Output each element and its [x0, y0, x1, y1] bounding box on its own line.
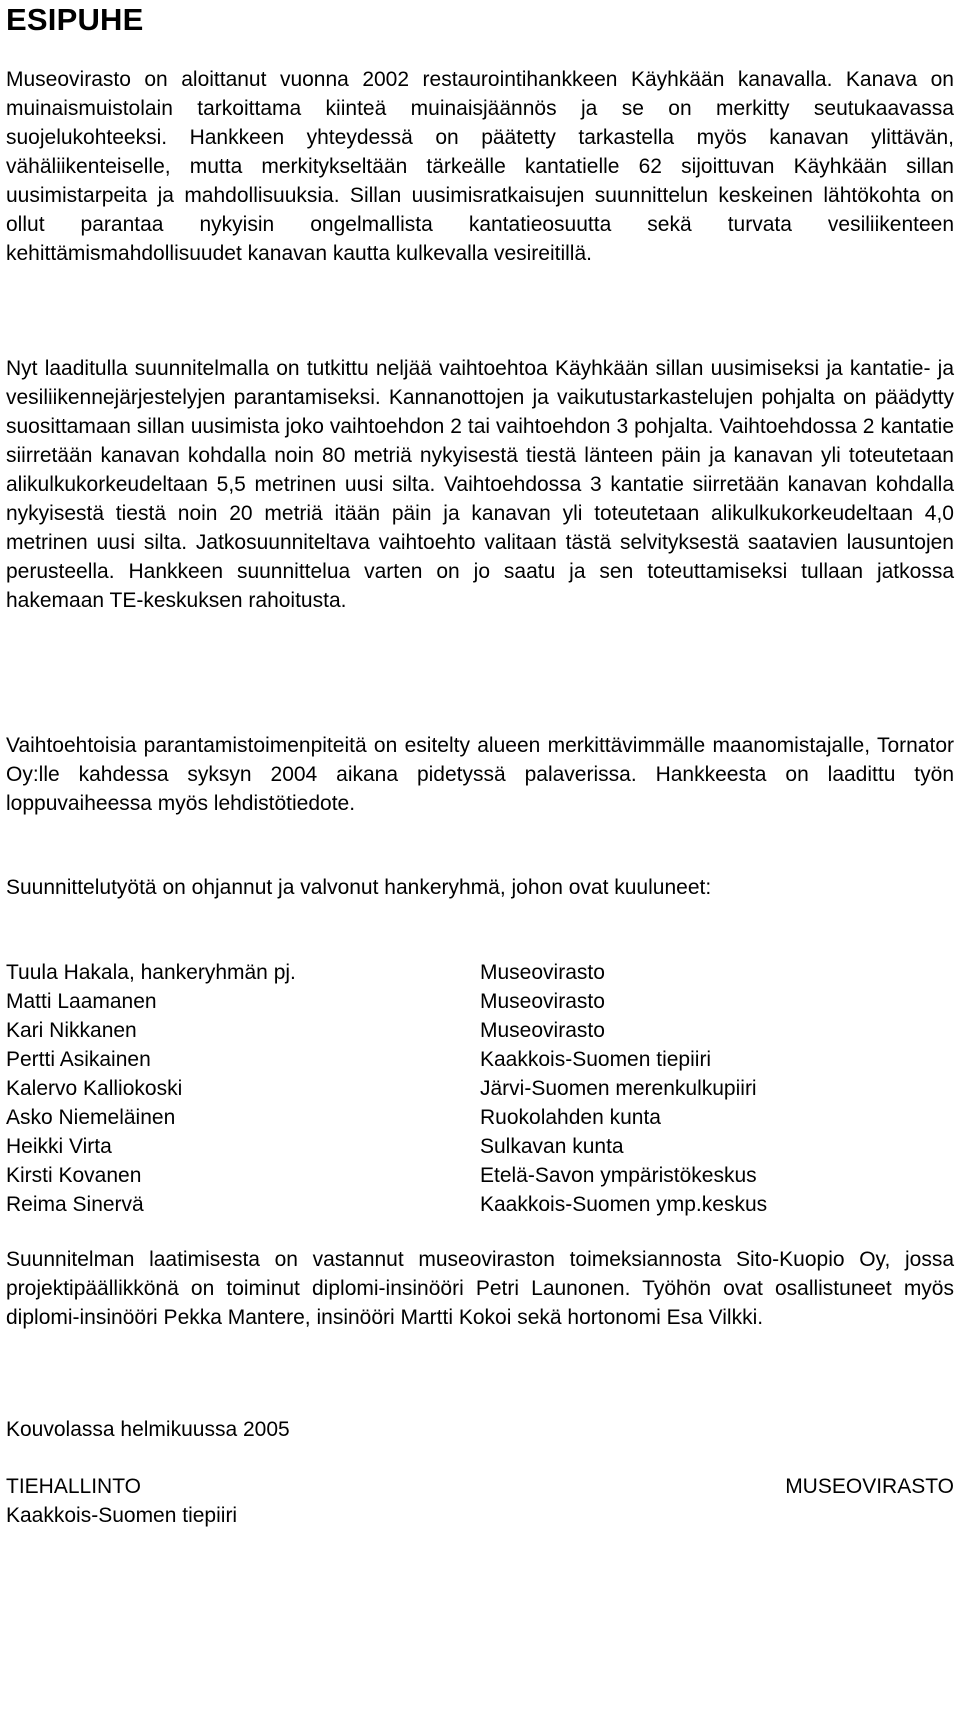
- member-name: Kalervo Kalliokoski: [6, 1077, 183, 1100]
- member-name: Kirsti Kovanen: [6, 1164, 142, 1187]
- member-organization: Kaakkois-Suomen ymp.keskus: [480, 1193, 768, 1216]
- member-organization: Ruokolahden kunta: [480, 1106, 661, 1129]
- page-title: ESIPUHE: [6, 2, 144, 37]
- list-item: [6, 1016, 954, 1045]
- list-item: [6, 958, 954, 987]
- member-name: Pertti Asikainen: [6, 1048, 151, 1071]
- member-organization: Sulkavan kunta: [480, 1135, 624, 1158]
- member-name: Matti Laamanen: [6, 990, 157, 1013]
- list-item: [6, 1074, 954, 1103]
- paragraph-intro: Museovirasto on aloittanut vuonna 2002 restaurointihankkeen Käyhkään kanavalla. Kanava on muinaismuistolain tarkoittama kiinteä muinaisjäännös ja se on merkitty seutukaavassa suojelukohteeksi. Hankkeen yhteydessä on päätetty tarkastella myös kanavan ylittävän, vähäliikenteiselle, mutta merkitykseltään tärkeälle kantatielle 62 sijoittuvan Käyhkään sillan uusimistarpeita ja mahdollisuuksia. Sillan uusimisratkaisujen suunnittelun keskeinen lähtökohta on ollut parantaa nykyisin ongelmallista kantatieosuutta sekä turvata vesiliikenteen kehittämismahdollisuudet kanavan kautta kulkevalla vesireitillä.: [6, 68, 954, 265]
- member-name: Kari Nikkanen: [6, 1019, 137, 1042]
- member-organization: Museovirasto: [480, 990, 605, 1013]
- paragraph-consultant: Suunnitelman laatimisesta on vastannut museoviraston toimeksiannosta Sito-Kuopio Oy, jossa projektipäällikkönä on toiminut diplomi-insinööri Petri Launonen. Työhön ovat osallistuneet myös diplomi-insinööri Pekka Mantere, insinööri Martti Kokoi sekä hortonomi Esa Vilkki.: [6, 1248, 954, 1329]
- signature-left: [6, 1472, 237, 1530]
- member-name: Tuula Hakala, hankeryhmän pj.: [6, 961, 296, 984]
- signature-organization: TIEHALLINTO: [6, 1475, 141, 1498]
- paragraph-landowner: Vaihtoehtoisia parantamistoimenpiteitä on esitelty alueen merkittävimmälle maanomistajalle, Tornator Oy:lle kahdessa syksyn 2004 aikana pidetyssä palaverissa. Hankkeesta on laadittu työn loppuvaiheessa myös lehdistötiedote.: [6, 734, 954, 815]
- list-item: [6, 987, 954, 1016]
- member-organization: Järvi-Suomen merenkulkupiiri: [480, 1077, 757, 1100]
- place-and-date: Kouvolassa helmikuussa 2005: [6, 1418, 290, 1441]
- paragraph-project-group-intro: Suunnittelutyötä on ohjannut ja valvonut hankeryhmä, johon ovat kuuluneet:: [6, 876, 712, 899]
- list-item: [6, 1161, 954, 1190]
- signature-organization: MUSEOVIRASTO: [785, 1475, 954, 1498]
- member-name: Asko Niemeläinen: [6, 1106, 176, 1129]
- member-name: Heikki Virta: [6, 1135, 112, 1158]
- signature-unit: Kaakkois-Suomen tiepiiri: [6, 1504, 238, 1527]
- member-name: Reima Sinervä: [6, 1193, 144, 1216]
- list-item: [6, 1132, 954, 1161]
- member-organization: Etelä-Savon ympäristökeskus: [480, 1164, 757, 1187]
- list-item: [6, 1103, 954, 1132]
- member-organization: Museovirasto: [480, 1019, 605, 1042]
- paragraph-alternatives: Nyt laaditulla suunnitelmalla on tutkittu neljää vaihtoehtoa Käyhkään sillan uusimiseksi ja kantatie- ja vesiliikennejärjestelyjen parantamiseksi. Kannanottojen ja vaikutustarkastelujen pohjalta on päädytty suosittamaan sillan uusimista joko vaihtoehdon 2 tai vaihtoehdon 3 pohjalta. Vaihtoehdossa 2 kantatie siirretään kanavan kohdalla noin 80 metriä nykyisestä tiestä länteen päin ja kanavan yli toteutetaan alikulkukorkeudeltaan 5,5 metrinen uusi silta. Vaihtoehdossa 3 kantatie siirretään kanavan kohdalla nykyisestä tiestä noin 20 metriä itään päin ja kanavan yli toteutetaan alikulkukorkeudeltaan 4,0 metrinen uusi silta. Jatkosuunniteltava vaihtoehto valitaan tästä selvityksestä saatavien lausuntojen perusteella. Hankkeen suunnittelua varten on jo saatu ja sen toteuttamiseksi tullaan jatkossa hakemaan TE-keskuksen rahoitusta.: [6, 357, 954, 612]
- list-item: [6, 1045, 954, 1074]
- document-page: [6, 0, 954, 1527]
- member-organization: Kaakkois-Suomen tiepiiri: [480, 1048, 712, 1071]
- member-organization: Museovirasto: [480, 961, 605, 984]
- signature-right: [785, 1472, 954, 1501]
- project-group-list: [6, 958, 954, 1219]
- list-item: [6, 1190, 954, 1219]
